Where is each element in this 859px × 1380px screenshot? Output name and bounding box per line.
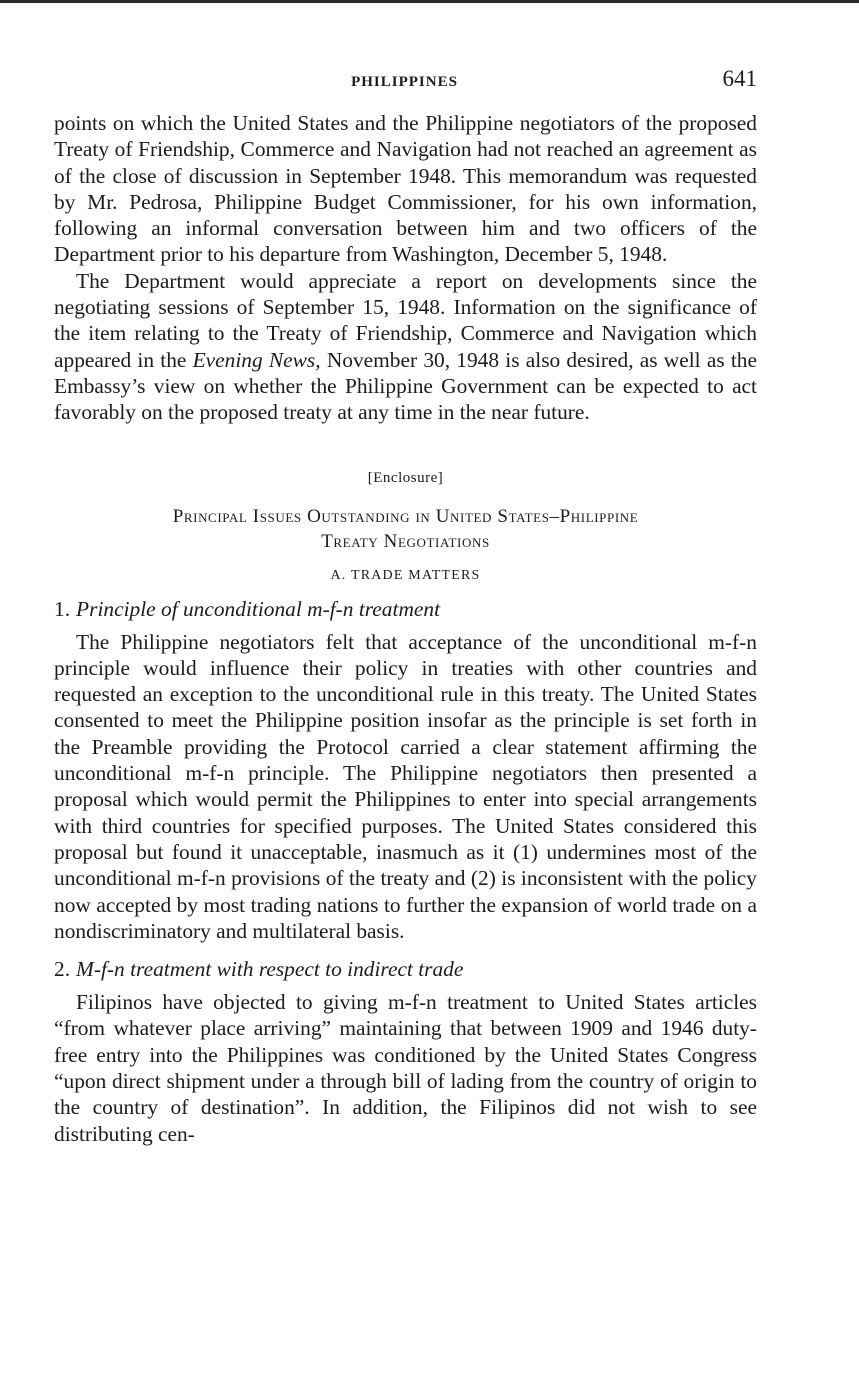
item-heading bbox=[54, 955, 757, 983]
top-edge-rule bbox=[0, 0, 859, 3]
paragraph-continuation: points on which the United States and the Philippine negotiators of the proposed Treaty of Friendship, Commerce and Navigation had not reached an agreement as of the close of discussion in September 1948. This memorandum was requested by Mr. Pedrosa, Philippine Budget Commissioner, for his own information, following an informal conversation between him and two officers of the Department prior to his departure from Washington, December 5, 1948. bbox=[54, 111, 757, 267]
enclosure-title-line: Principal Issues Outstanding in United States–Philippine bbox=[172, 505, 639, 527]
paragraph-text-part: , November 30, 1948 is also desired, as well as the Embassy’s view on whether the Philippine Government can be expected to act favorably on the proposed treaty at any time in the near future. bbox=[54, 347, 757, 425]
newspaper-title: Evening News bbox=[192, 347, 316, 372]
page-header bbox=[56, 66, 757, 96]
enclosure-title bbox=[54, 504, 757, 554]
enclosure-label: [Enclosure] bbox=[367, 469, 444, 486]
running-head: PHILIPPINES bbox=[351, 74, 458, 90]
item-paragraph: Filipinos have objected to giving m-f-n treatment to United States articles “from whatever place arriving” maintaining that between 1909 and 1946 duty-free entry into the Philippines was conditioned by the United States Congress “upon direct shipment under a through bill of lading from the country of origin to the country of destination”. In addition, the Filipinos did not wish to see distributing cen- bbox=[54, 990, 757, 1146]
section-heading: A. TRADE MATTERS bbox=[330, 567, 481, 583]
item-paragraph: The Philippine negotiators felt that acceptance of the unconditional m-f-n principle would influence their policy in treaties with other countries and requested an exception to the unconditional rule in this treaty. The United States consented to meet the Philippine position insofar as the principle is set forth in the Preamble providing the Protocol carried a clear statement affirming the unconditional m-f-n principle. The Philippine negotiators then presented a proposal which would permit the Philippines to enter into special arrangements with third countries for specified purposes. The United States considered this proposal but found it unacceptable, inasmuch as it (1) undermines most of the unconditional m-f-n provisions of the treaty and (2) is inconsistent with the policy now accepted by most trading nations to further the expansion of world trade on a nondiscriminatory and multilateral basis. bbox=[54, 629, 757, 943]
body-text bbox=[54, 110, 757, 1147]
item-title: Principle of unconditional m-f-n treatment bbox=[76, 596, 441, 621]
item-number: 1. bbox=[54, 596, 71, 621]
enclosure-title-line: Treaty Negotiations bbox=[321, 530, 490, 552]
paragraph-text-part: The Department would appreciate a report on developments since the negotiating sessions of September 15, 1948. Information on the significance of the item relating to the Treaty of Friendship, Commerce and Navigation which appeared in the bbox=[54, 268, 757, 372]
item-number: 2. bbox=[54, 957, 71, 982]
item-title: M-f-n treatment with respect to indirect trade bbox=[76, 957, 464, 982]
page-number: 641 bbox=[722, 66, 757, 91]
paragraph-department-request bbox=[54, 268, 757, 426]
item-heading bbox=[54, 595, 757, 623]
